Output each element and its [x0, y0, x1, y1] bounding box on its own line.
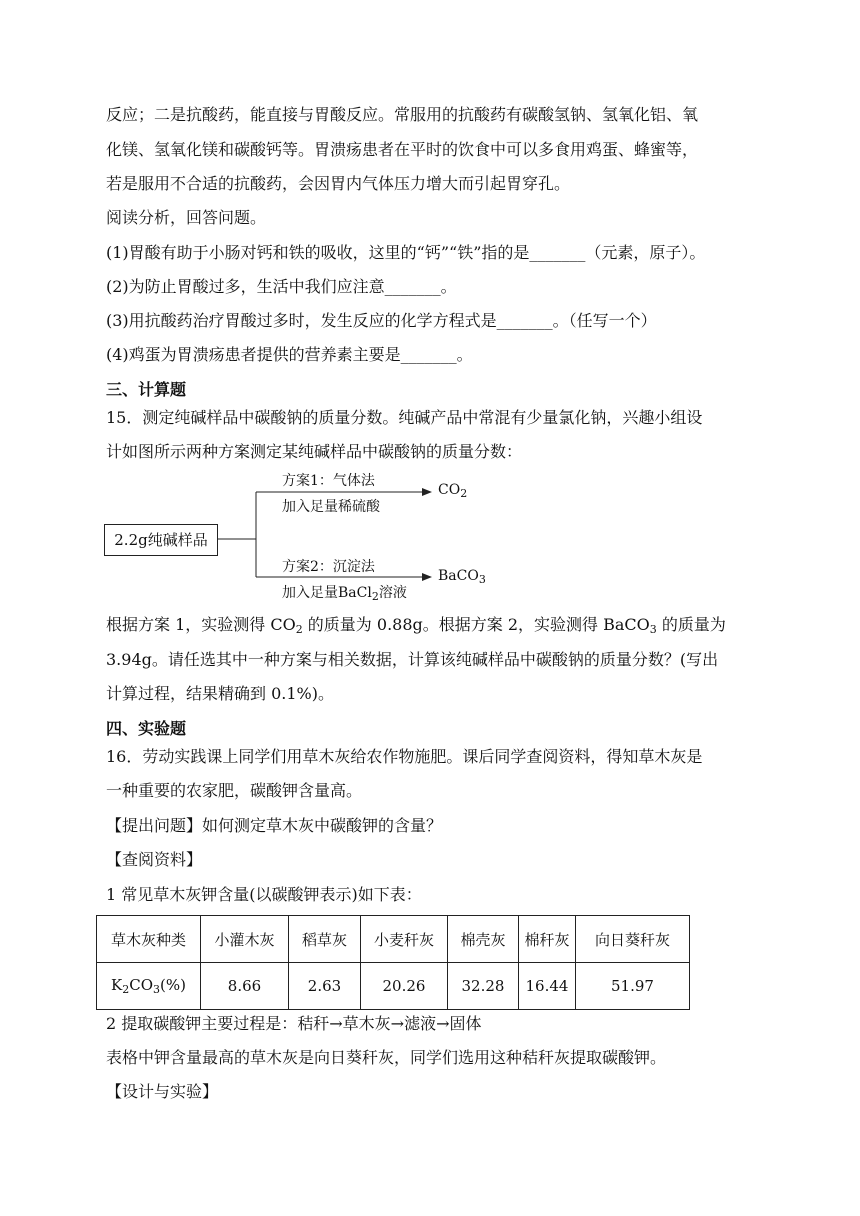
question-2: (2)为防止胃酸过多，生活中我们应注意_______。 [106, 277, 457, 296]
section-4-heading: 四、实验题 [106, 719, 187, 738]
reading-line-3: 若是服用不合适的抗酸药，会因胃内气体压力增大而引起胃穿孔。 [106, 174, 571, 193]
experiment-plan-diagram [96, 464, 516, 603]
table-cell: 20.26 [361, 963, 448, 1010]
table-header-cell: 棉壳灰 [448, 916, 519, 963]
table-cell: 2.63 [289, 963, 361, 1010]
table-row [97, 963, 690, 1010]
plan2-product: BaCO$_3$ [438, 568, 486, 586]
plan1-reagent: 加入足量稀硫酸 [282, 499, 380, 515]
table-row-label: $K_2CO_3(\%)$ [97, 963, 201, 1010]
table-header-cell: 小麦秆灰 [361, 916, 448, 963]
table-header-cell: 草木灰种类 [97, 916, 201, 963]
potassium-content-table [96, 915, 690, 1010]
selection-note: 表格中钾含量最高的草木灰是向日葵秆灰，同学们选用这种秸秆灰提取碳酸钾。 [106, 1048, 667, 1067]
table-header-cell: 棉秆灰 [519, 916, 576, 963]
reading-line-2: 化镁、氢氧化镁和碳酸钙等。胃溃疡患者在平时的饮食中可以多食用鸡蛋、蜂蜜等， [106, 140, 699, 159]
question-1: (1)胃酸有助于小肠对钙和铁的吸收，这里的“钙”“铁”指的是_______（元素，原子）。 [106, 243, 706, 262]
q15-data-line-1: 根据方案 1，实验测得 $CO_2$ 的质量为 0.88g。根据方案 2，实验测得 BaCO$_3$ 的质量为 [106, 615, 726, 636]
plan2-title: 方案2：沉淀法 [282, 559, 375, 575]
plan1-product: $CO_2$ [438, 482, 468, 500]
reading-prompt: 阅读分析，回答问题。 [106, 208, 267, 227]
q15-data-line-3: 计算过程，结果精确到 0.1%)。 [106, 684, 334, 703]
table-cell: 8.66 [201, 963, 289, 1010]
plan2-reagent: 加入足量BaCl$_2$溶液 [282, 585, 407, 603]
section-3-heading: 三、计算题 [106, 380, 187, 399]
sample-label: 2.2g纯碱样品 [114, 531, 208, 549]
question-4: (4)鸡蛋为胃溃疡患者提供的营养素主要是_______。 [106, 345, 473, 364]
table-header-cell: 向日葵秆灰 [576, 916, 690, 963]
q16-table-intro: 1 常见草木灰钾含量(以碳酸钾表示)如下表： [106, 885, 422, 904]
extraction-process: 2 提取碳酸钾主要过程是：秸秆→草木灰→滤液→固体 [106, 1014, 482, 1033]
q16-line-2: 一种重要的农家肥，碳酸钾含量高。 [106, 781, 363, 800]
q15-line-2: 计如图所示两种方案测定某纯碱样品中碳酸钠的质量分数： [106, 442, 523, 461]
q15-data-line-2: 3.94g。请任选其中一种方案与相关数据，计算该纯碱样品中碳酸钠的质量分数？(写出 [106, 650, 719, 669]
table-header-cell: 小灌木灰 [201, 916, 289, 963]
reading-line-1: 反应；二是抗酸药，能直接与胃酸反应。常服用的抗酸药有碳酸氢钠、氢氧化铝、氧 [106, 105, 699, 124]
question-3: (3)用抗酸药治疗胃酸过多时，发生反应的化学方程式是_______。（任写一个） [106, 311, 657, 330]
table-cell: 32.28 [448, 963, 519, 1010]
table-cell: 51.97 [576, 963, 690, 1010]
plan1-title: 方案1：气体法 [282, 473, 375, 489]
table-header-cell: 稻草灰 [289, 916, 361, 963]
q16-references-heading: 【查阅资料】 [106, 850, 203, 869]
q16-question: 【提出问题】如何测定草木灰中碳酸钾的含量？ [106, 816, 443, 835]
table-header-row [97, 916, 690, 963]
table-cell: 16.44 [519, 963, 576, 1010]
q16-line-1: 16．劳动实践课上同学们用草木灰给农作物施肥。课后同学查阅资料，得知草木灰是 [106, 747, 703, 766]
design-experiment-heading: 【设计与实验】 [106, 1082, 219, 1101]
q15-line-1: 15．测定纯碱样品中碳酸钠的质量分数。纯碱产品中常混有少量氯化钠，兴趣小组设 [106, 408, 703, 427]
